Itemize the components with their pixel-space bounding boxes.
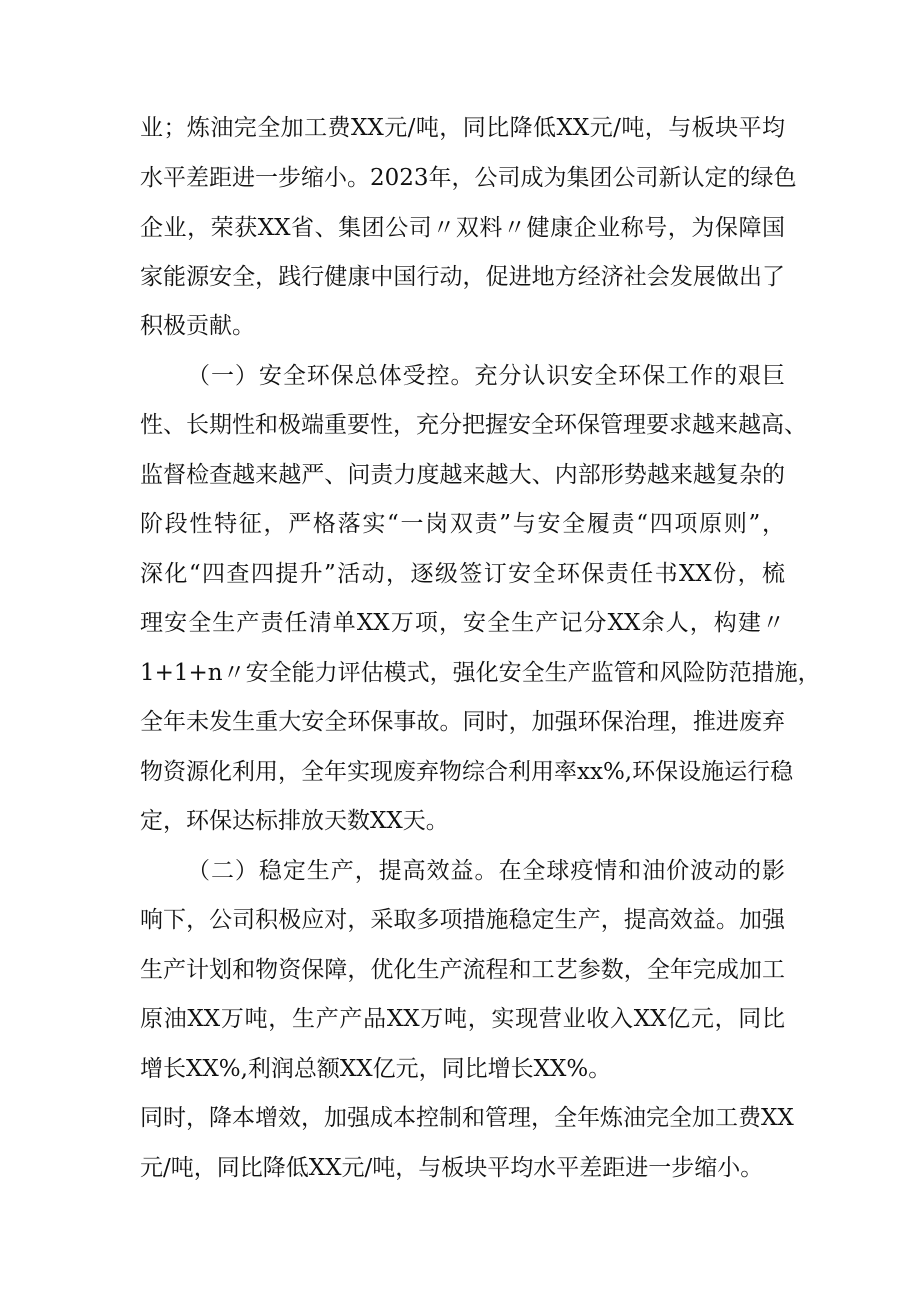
paragraph-line: 深化“四查四提升”活动，逐级签订安全环保责任书XX份，梳 <box>140 561 785 587</box>
paragraph-line: 定，环保达标排放天数XX天。 <box>140 808 449 834</box>
paragraph-line: 生产计划和物资保障，优化生产流程和工艺参数，全年完成加工 <box>140 957 785 983</box>
paragraph-line: 阶段性特征，严格落实“一岗双责”与安全履责“四项原则”， <box>140 511 785 537</box>
paragraph-line: 积极贡献。 <box>140 313 255 339</box>
paragraph-line: 业；炼油完全加工费XX元/吨，同比降低XX元/吨，与板块平均 <box>140 115 785 141</box>
paragraph-line: 增长XX%,利润总额XX亿元，同比增长XX%。 <box>140 1056 612 1082</box>
paragraph-line: 响下，公司积极应对，采取多项措施稳定生产，提高效益。加强 <box>140 907 785 933</box>
section-heading-line: （一）安全环保总体受控。充分认识安全环保工作的艰巨 <box>187 363 785 389</box>
paragraph-line: 企业，荣获XX省、集团公司〃双料〃健康企业称号，为保障国 <box>140 215 785 241</box>
paragraph-line: 元/吨，同比降低XX元/吨，与板块平均水平差距进一步缩小。 <box>140 1155 764 1181</box>
paragraph-line: 家能源安全，践行健康中国行动，促进地方经济社会发展做出了 <box>140 264 785 290</box>
paragraph-line: 物资源化利用，全年实现废弃物综合利用率xx%,环保设施运行稳 <box>140 759 794 785</box>
paragraph-line: 水平差距进一步缩小。2023年，公司成为集团公司新认定的绿色 <box>140 165 797 191</box>
paragraph-line: 同时，降本增效，加强成本控制和管理，全年炼油完全加工费XX <box>140 1105 794 1131</box>
paragraph-line: 1+1+n〃安全能力评估模式，强化安全生产监管和风险防范措施， <box>140 660 821 686</box>
section-heading-line: （二）稳定生产，提高效益。在全球疫情和油价波动的影 <box>187 858 785 884</box>
paragraph-line: 原油XX万吨，生产产品XX万吨，实现营业收入XX亿元，同比 <box>140 1006 785 1032</box>
paragraph-line: 理安全生产责任清单XX万项，安全生产记分XX余人，构建〃 <box>140 610 785 636</box>
paragraph-line: 监督检查越来越严、问责力度越来越大、内部形势越来越复杂的 <box>140 462 785 488</box>
paragraph-line: 性、长期性和极端重要性，充分把握安全环保管理要求越来越高、 <box>140 412 807 438</box>
paragraph-line: 全年未发生重大安全环保事故。同时，加强环保治理，推进废弃 <box>140 709 785 735</box>
